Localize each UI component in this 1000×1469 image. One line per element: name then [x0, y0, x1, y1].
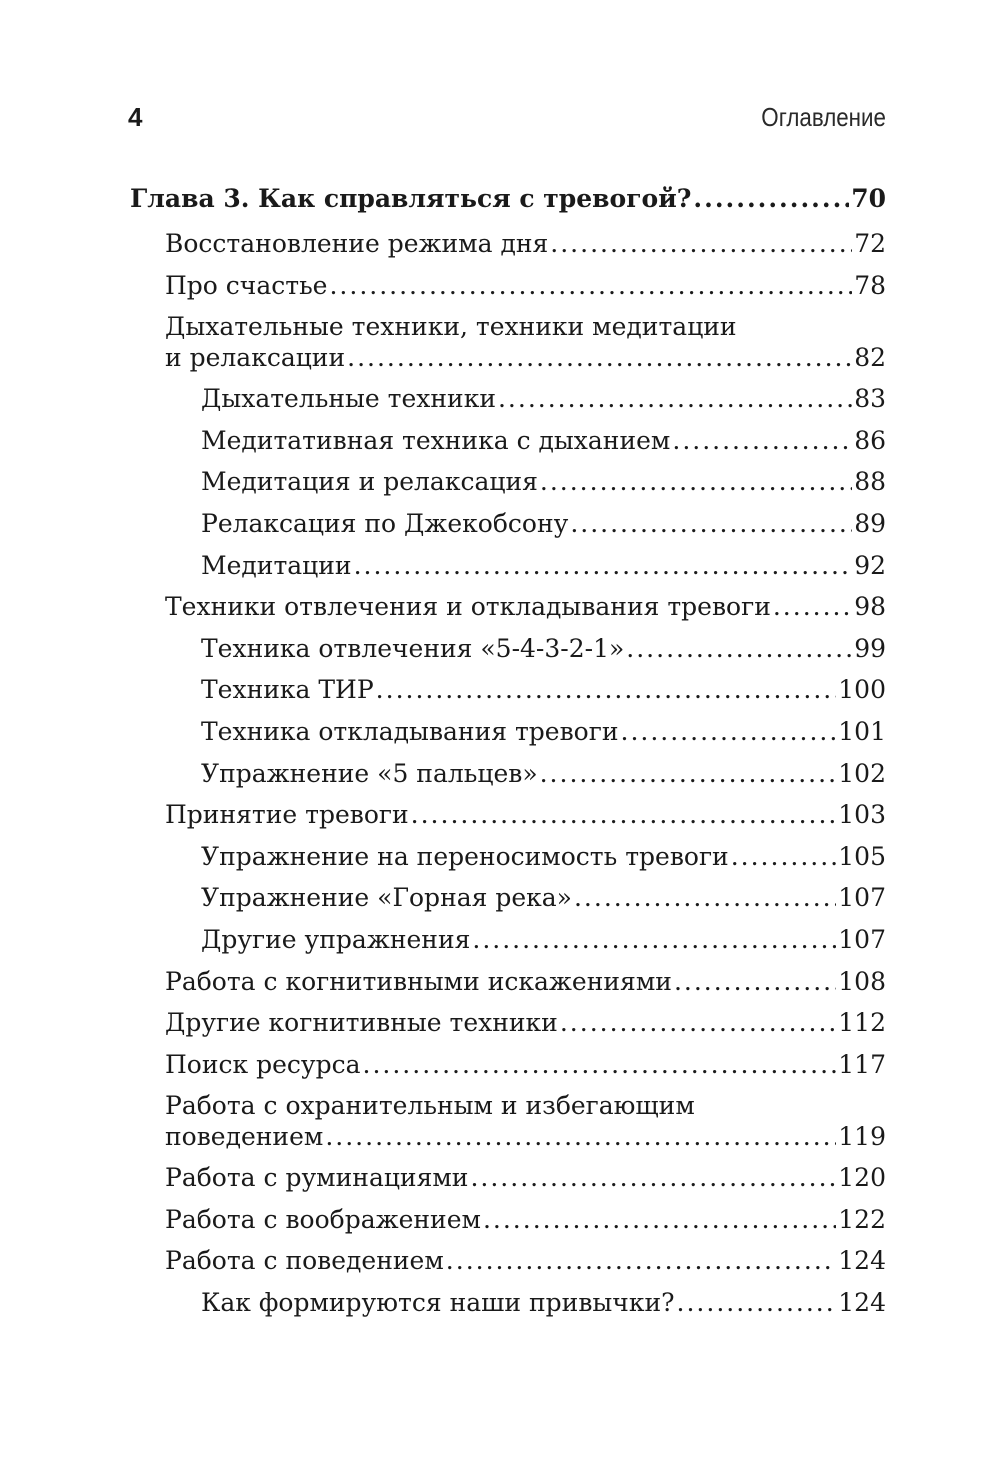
dot-leader: [570, 508, 852, 539]
toc-entry-title: Упражнение «Горная река»: [201, 883, 572, 913]
toc-entry-page: 83: [854, 384, 886, 414]
toc-subsection-entry: [130, 383, 886, 425]
dot-leader: [472, 924, 836, 955]
toc-entry-page: 108: [838, 966, 886, 996]
toc-entry-title: Техника ТИР: [201, 675, 374, 705]
toc-entry-page: 102: [838, 758, 886, 788]
toc-entry-page: 120: [838, 1163, 886, 1193]
toc-entry-title: Работа с воображением: [165, 1204, 481, 1234]
toc-entry-title: Техники отвлечения и откладывания тревоги: [165, 592, 771, 622]
dot-leader: [483, 1204, 836, 1235]
toc-entry-page: 92: [854, 550, 886, 580]
toc-section-entry: [130, 591, 886, 633]
toc-entry-page: 107: [838, 883, 886, 913]
toc-entry-page: 119: [838, 1122, 886, 1152]
toc-entry-page: 99: [854, 633, 886, 663]
dot-leader: [621, 716, 837, 747]
dot-leader: [550, 228, 852, 259]
dot-leader: [411, 799, 837, 830]
dot-leader: [731, 841, 837, 872]
toc-entry-title-line1: Работа с охранительным и избегающим: [165, 1091, 695, 1121]
dot-leader: [773, 591, 852, 622]
toc-entry-page: 88: [854, 467, 886, 497]
toc-section-entry: [130, 311, 886, 383]
toc-entry-page: 98: [854, 592, 886, 622]
toc-entry-title: Работа с поведением: [165, 1246, 444, 1276]
toc-section-entry: [130, 1007, 886, 1049]
toc-entry-title: Дыхательные техники: [201, 384, 496, 414]
toc-entry-page: 112: [838, 1008, 886, 1038]
toc-entry-title: Упражнение «5 пальцев»: [201, 758, 538, 788]
dot-leader: [354, 550, 853, 581]
dot-leader: [376, 674, 837, 705]
dot-leader: [674, 966, 836, 997]
toc-entry-page: 72: [854, 229, 886, 258]
toc-entry-title-line1: Дыхательные техники, техники медитации: [165, 312, 737, 342]
page-number: 4: [128, 102, 143, 132]
toc-section-entry: [130, 1162, 886, 1204]
toc-entry-title: Другие когнитивные техники: [165, 1008, 558, 1038]
dot-leader: [626, 633, 852, 664]
toc-entry-page: 122: [838, 1204, 886, 1234]
dot-leader: [446, 1245, 836, 1276]
toc-section-entry: [130, 1204, 886, 1246]
toc-section-entry: [130, 799, 886, 841]
running-head: Оглавление: [761, 102, 886, 132]
toc-subsection-entry: [130, 924, 886, 966]
dot-leader: [560, 1007, 836, 1038]
toc-entry-page: 103: [838, 800, 886, 830]
dot-leader: [677, 1287, 837, 1318]
toc-subsection-entry: [130, 466, 886, 508]
toc-subsection-entry: [130, 633, 886, 675]
toc-entry-page: 105: [838, 841, 886, 871]
toc-entry-title: Восстановление режима дня: [165, 229, 549, 258]
toc-entry-page: 117: [838, 1049, 886, 1079]
toc-subsection-entry: [130, 841, 886, 883]
toc-entry-title: Медитации: [201, 550, 352, 580]
toc-entry-page: 78: [854, 270, 886, 300]
toc-entry-title: Техника отвлечения «5-4-3-2-1»: [201, 633, 625, 663]
toc-subsection-entry: [130, 716, 886, 758]
toc-section-entry: [130, 228, 886, 270]
dot-leader: [347, 342, 852, 373]
dot-leader: [325, 1121, 836, 1152]
toc-entry-title: Работа с руминациями: [165, 1163, 469, 1193]
dot-leader: [363, 1049, 837, 1080]
toc-entry-page: 100: [838, 675, 886, 705]
toc-entry-title: Поиск ресурса: [165, 1049, 361, 1079]
toc-subsection-entry: [130, 882, 886, 924]
toc-entry-title: Как формируются наши привычки?: [201, 1288, 675, 1318]
dot-leader: [470, 1162, 836, 1193]
toc-subsection-entry: [130, 508, 886, 550]
toc-section-entry: [130, 270, 886, 312]
toc-entry-title: Медитативная техника с дыханием: [201, 425, 671, 455]
dot-leader: [540, 758, 837, 789]
dot-leader: [498, 383, 852, 414]
toc-entry-title: Медитация и релаксация: [201, 467, 538, 497]
toc-entry-page: 101: [838, 716, 886, 746]
toc-entry-page: 86: [854, 425, 886, 455]
toc-subsection-entry: [130, 1287, 886, 1329]
toc-subsection-entry: [130, 674, 886, 716]
toc-entry-title: Упражнение на переносимость тревоги: [201, 841, 729, 871]
toc-section-entry: [130, 966, 886, 1008]
dot-leader: [329, 270, 852, 301]
dot-leader: [693, 183, 849, 214]
toc-entry-page: 124: [838, 1246, 886, 1276]
toc-entry-title: Принятие тревоги: [165, 800, 409, 830]
toc-entry-title: Глава 3. Как справляться с тревогой?: [130, 184, 692, 213]
toc-entry-title: поведением: [165, 1122, 324, 1152]
toc-subsection-entry: [130, 425, 886, 467]
toc-entry-page: 89: [854, 508, 886, 538]
toc-entry-page: 107: [838, 924, 886, 954]
dot-leader: [574, 882, 836, 913]
toc-entry-title: и релаксации: [165, 343, 346, 373]
toc-entry-title: Техника откладывания тревоги: [201, 716, 619, 746]
toc-section-entry: [130, 1245, 886, 1287]
toc-entry-title: Другие упражнения: [201, 924, 471, 954]
toc-subsection-entry: [130, 758, 886, 800]
toc-entry-title: Работа с когнитивными искажениями: [165, 966, 672, 996]
toc-entry-page: 82: [854, 343, 886, 373]
toc-entry-page: 124: [838, 1288, 886, 1318]
toc-section-entry: [130, 1090, 886, 1162]
toc-entry-title: Релаксация по Джекобсону: [201, 508, 569, 538]
dot-leader: [672, 425, 852, 456]
toc-subsection-entry: [130, 550, 886, 592]
table-of-contents: [130, 183, 886, 1329]
toc-chapter-entry: [130, 183, 886, 228]
toc-entry-page: 70: [851, 184, 886, 213]
toc-section-entry: [130, 1049, 886, 1091]
dot-leader: [540, 466, 852, 497]
toc-entry-title: Про счастье: [165, 270, 328, 300]
